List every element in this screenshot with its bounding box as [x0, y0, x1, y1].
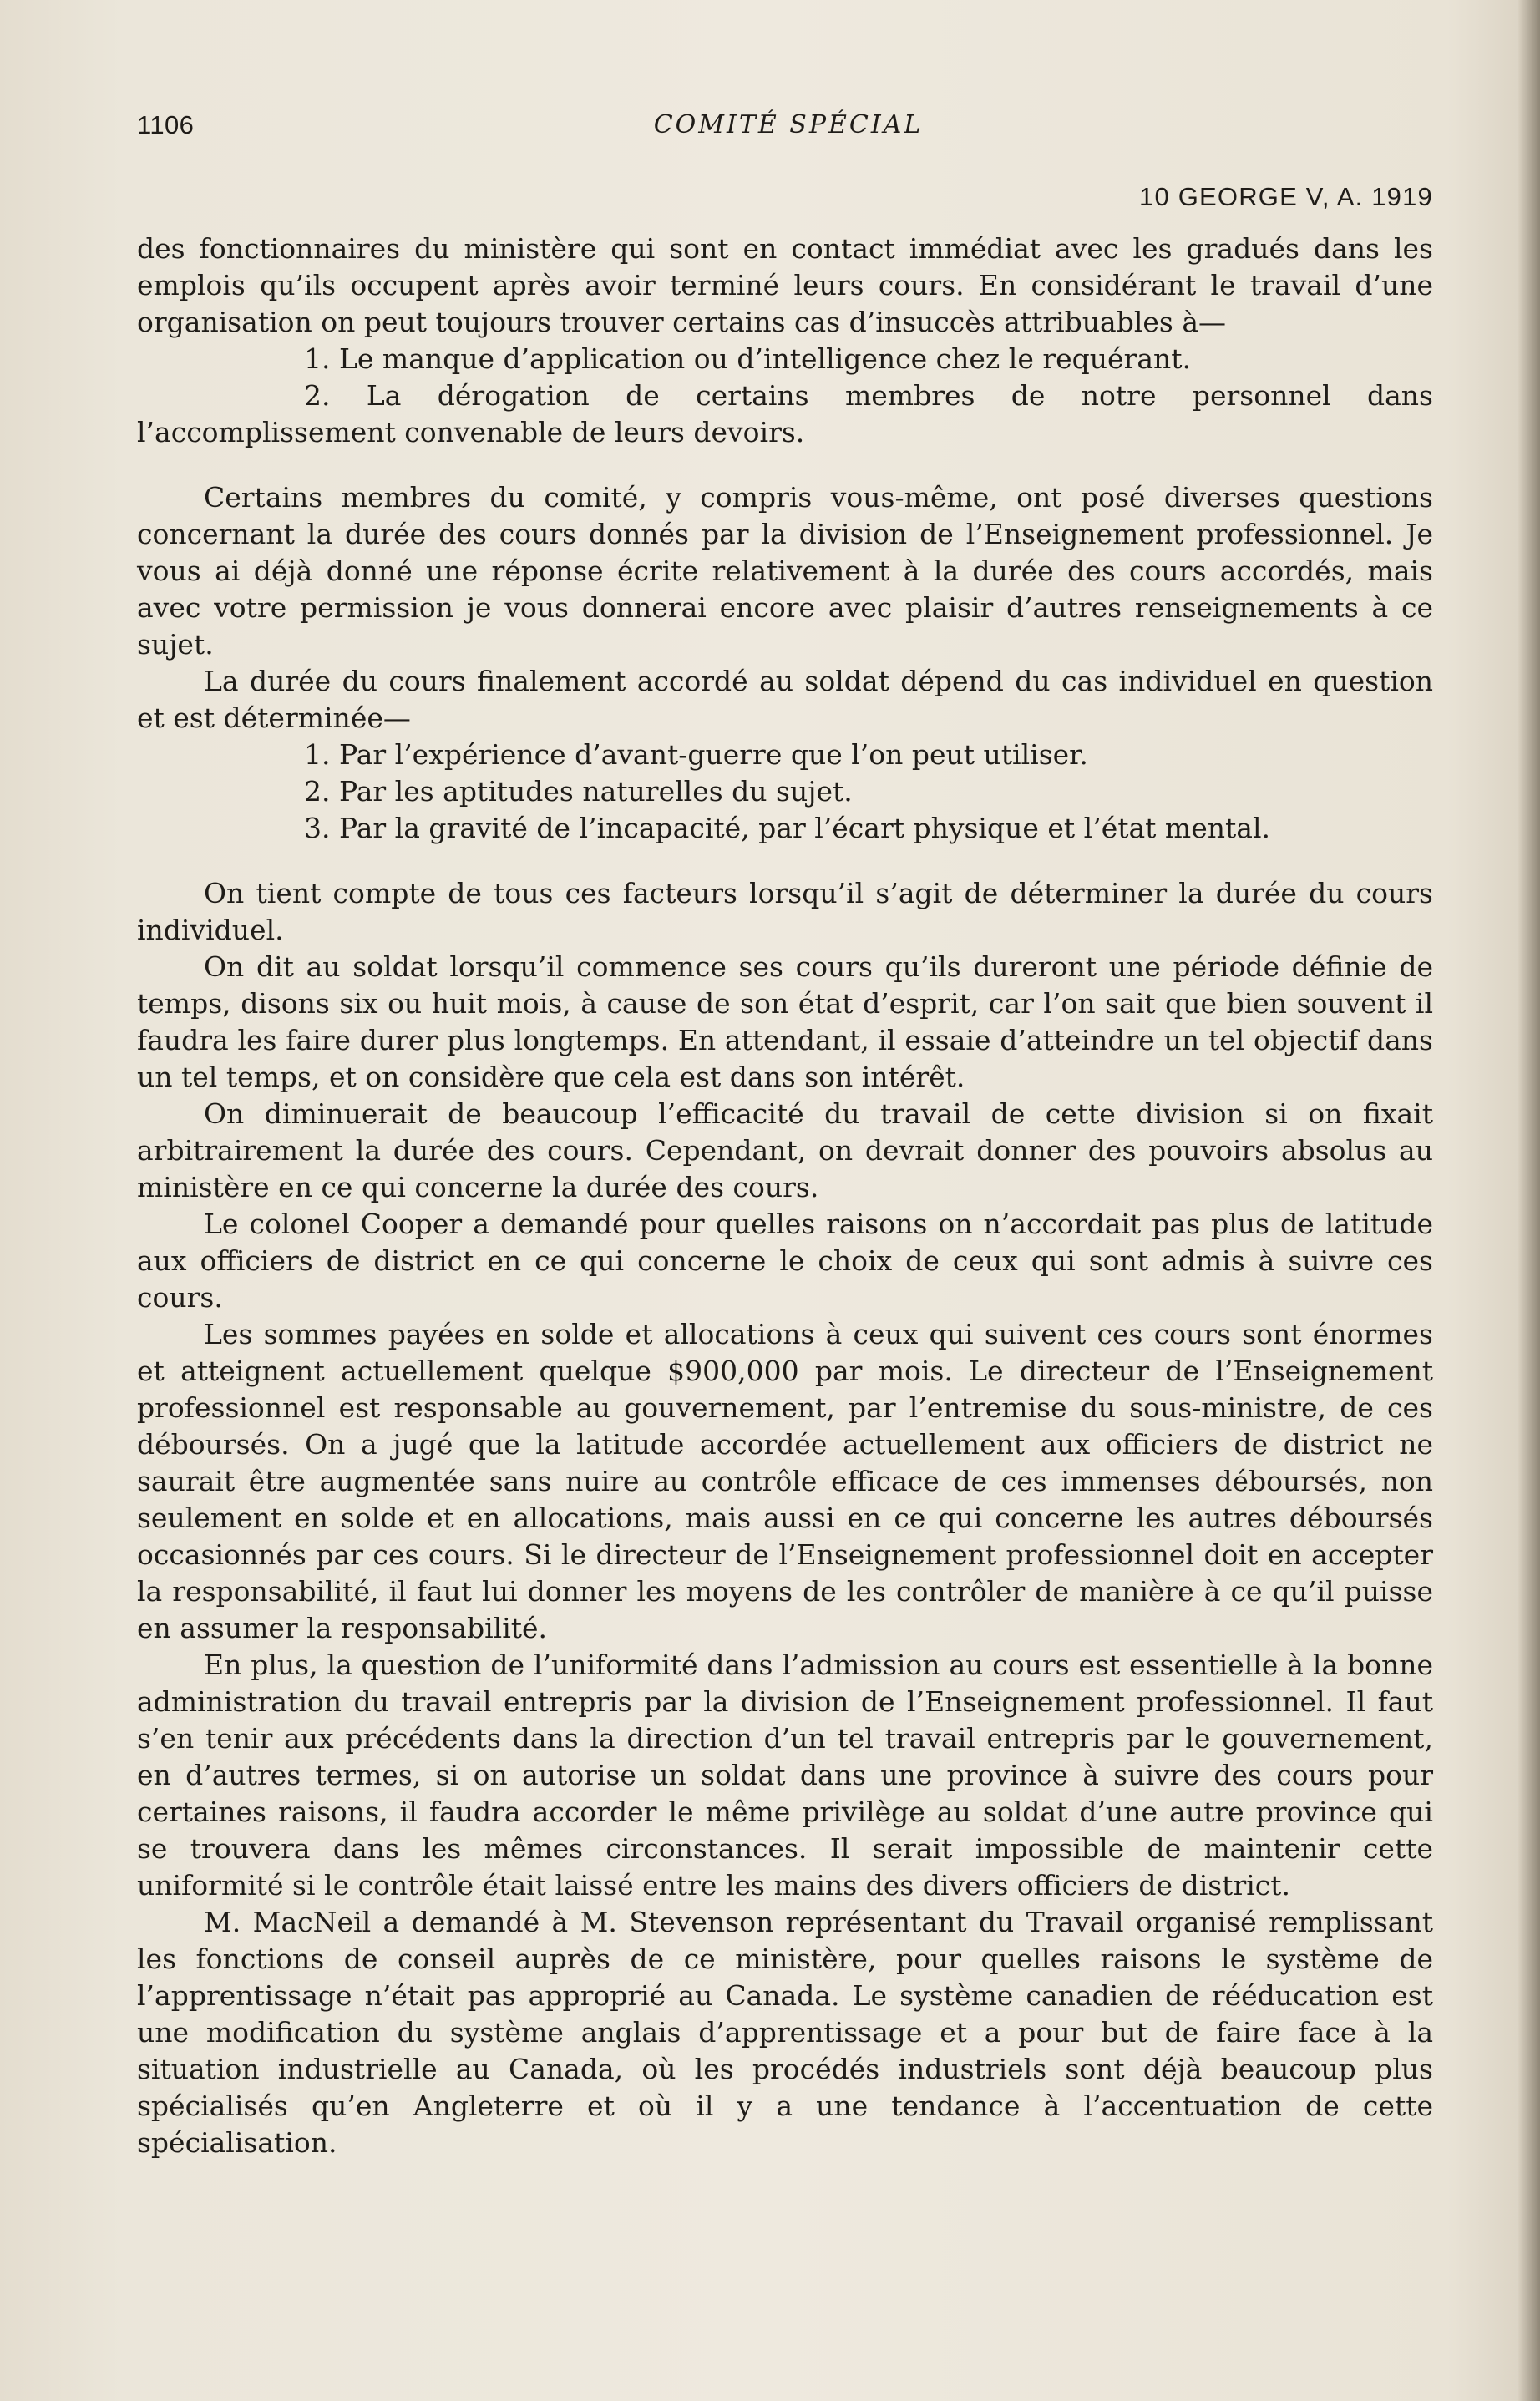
list-2-item-3: 3. Par la gravité de l’incapacité, par l’écart physique et l’état mental. [304, 812, 1270, 844]
paragraph-10: M. MacNeil a demandé à M. Stevenson représentant du Travail organisé remplissant les fonctions de conseil auprès de ce ministère, pour quelles raisons le système de l’apprentissage n’était pas approprié au Canada. Le système canadien de rééducation est une modification du système anglais d’apprentissage et a pour but de faire face à la situation industrielle au Canada, où les procédés industriels sont déjà beaucoup plus spécialisés qu’en Angleterre et où il y a une tendance à l’accentuation de cette spécialisation. [137, 1906, 1433, 2159]
paragraph-6: On diminuerait de beaucoup l’efficacité du travail de cette division si on fixait arbitrairement la durée des cours. Cependant, on devrait donner des pouvoirs absolus au ministère en ce qui concerne la durée des cours. [137, 1097, 1433, 1203]
body-text [137, 230, 1433, 2161]
paragraph-9: En plus, la question de l’uniformité dans l’admission au cours est essentielle à la bonne administration du travail entrepris par la division de l’Enseignement professionnel. Il faut s’en tenir aux précédents dans la direction d’un tel travail entrepris par le gouvernement, en d’autres termes, si on autorise un soldat dans une province à suivre des cours pour certaines raisons, il faudra accorder le même privilège au soldat d’une autre province qui se trouvera dans les mêmes circonstances. Il serait impossible de maintenir cette uniformité si le contrôle était laissé entre les mains des divers officiers de district. [137, 1649, 1433, 1902]
list-1-item-1: 1. Le manque d’application ou d’intelligence chez le requérant. [304, 342, 1192, 375]
list-2-item-2: 2. Par les aptitudes naturelles du sujet. [304, 775, 853, 808]
paragraph-3: La durée du cours finalement accordé au soldat dépend du cas individuel en question et est déterminée— [137, 665, 1433, 734]
paragraph-5: On dit au soldat lorsqu’il commence ses cours qu’ils dureront une période définie de temps, disons six ou huit mois, à cause de son état d’esprit, car l’on sait que bien souvent il faudra les faire durer plus longtemps. En attendant, il essaie d’atteindre un tel objectif dans un tel temps, et on considère que cela est dans son intérêt. [137, 950, 1433, 1093]
edition-line-wrap [137, 0, 1433, 217]
page-number: 1106 [137, 110, 195, 139]
paragraph-4: On tient compte de tous ces facteurs lorsqu’il s’agit de déterminer la durée du cours individuel. [137, 877, 1433, 946]
paragraph-8: Les sommes payées en solde et allocations à ceux qui suivent ces cours sont énormes et atteignent actuellement quelque $900,000 par mois. Le directeur de l’Enseignement professionnel est responsable au gouvernement, par l’entremise du sous-ministre, de ces déboursés. On a jugé que la latitude accordée actuellement aux officiers de district ne saurait être augmentée sans nuire au contrôle efficace de ces immenses déboursés, non seulement en solde et en allocations, mais aussi en ce qui concerne les autres déboursés occasionnés par ces cours. Si le directeur de l’Enseignement professionnel doit en accepter la responsabilité, il faut lui donner les moyens de les contrôler de manière à ce qu’il puisse en assumer la responsabilité. [137, 1318, 1433, 1644]
paragraph-2: Certains membres du comité, y compris vous-même, ont posé diverses questions concernant la durée des cours donnés par la division de l’Enseignement professionnel. Je vous ai déjà donné une réponse écrite relativement à la durée des cours accordés, mais avec votre permission je vous donnerai encore avec plaisir d’autres renseignements à ce sujet. [137, 481, 1433, 661]
running-title: COMITÉ SPÉCIAL [653, 110, 924, 139]
paragraph-7: Le colonel Cooper a demandé pour quelles raisons on n’accordait pas plus de latitude aux officiers de district en ce qui concerne le choix de ceux qui sont admis à suivre ces cours. [137, 1208, 1433, 1314]
list-1-item-2: 2. La dérogation de certains membres de notre personnel dans l’accomplissement convenable de leurs devoirs. [137, 379, 1433, 448]
binding-edge [1518, 0, 1540, 2401]
list-2-item-1: 1. Par l’expérience d’avant-guerre que l’on peut utiliser. [304, 738, 1088, 771]
edition-line: 10 GEORGE V, A. 1919 [1139, 182, 1433, 211]
paragraph-1: des fonctionnaires du ministère qui sont en contact immédiat avec les gradués dans les emplois qu’ils occupent après avoir terminé leurs cours. En considérant le travail d’une organisation on peut toujours trouver certains cas d’insuccès attribuables à— [137, 232, 1433, 338]
